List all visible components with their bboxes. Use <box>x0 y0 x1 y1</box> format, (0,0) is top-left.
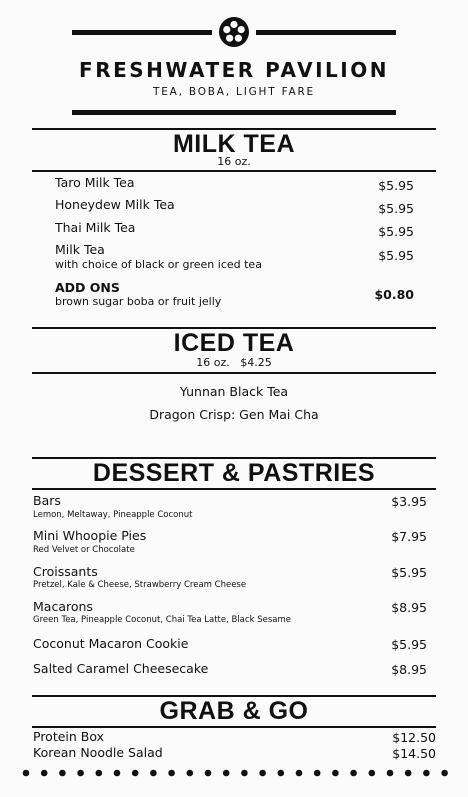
header-top-rule-right <box>256 30 396 35</box>
divider-dot <box>41 770 48 777</box>
divider-dot <box>259 770 266 777</box>
divider-dot <box>96 770 103 777</box>
restaurant-tagline: TEA, BOBA, LIGHT FARE <box>153 86 315 98</box>
section-title-dessert: DESSERT & PASTRIES <box>92 459 376 487</box>
divider-dot <box>59 770 66 777</box>
menu-item-price: $8.95 <box>391 662 427 677</box>
divider-dot <box>132 770 139 777</box>
menu-item-name: Thai Milk Tea <box>55 220 136 235</box>
addons-price: $0.80 <box>374 287 414 302</box>
divider-dot <box>114 770 121 777</box>
menu-item-price: $14.50 <box>392 746 436 761</box>
restaurant-name: FRESHWATER PAVILION <box>79 58 389 82</box>
section-title-milk-tea: MILK TEA <box>172 130 296 158</box>
menu-item-price: $7.95 <box>391 529 427 544</box>
menu-item-price: $5.95 <box>378 201 414 216</box>
divider-dot <box>223 770 230 777</box>
menu-item-price: $5.95 <box>391 637 427 652</box>
divider-dot <box>278 770 285 777</box>
divider-dot <box>168 770 175 777</box>
iced-tea-item: Dragon Crisp: Gen Mai Cha <box>149 407 319 422</box>
section-rule <box>32 726 436 728</box>
divider-dot <box>405 770 412 777</box>
section-title-iced-tea: ICED TEA <box>173 329 295 357</box>
divider-dot <box>296 770 303 777</box>
header-top-rule-left <box>72 30 212 35</box>
section-title-grab-go: GRAB & GO <box>159 697 309 725</box>
menu-item-price: $3.95 <box>391 494 427 509</box>
iced-tea-size-price: 16 oz. $4.25 <box>196 356 272 369</box>
divider-dot <box>23 770 30 777</box>
menu-item-description: Lemon, Meltaway, Pineapple Coconut <box>33 510 193 520</box>
menu-item-price: $5.95 <box>378 248 414 263</box>
menu-item-name: Macarons <box>33 599 93 614</box>
addons-label: ADD ONS <box>55 280 120 295</box>
menu-item-price: $5.95 <box>378 178 414 193</box>
divider-dot <box>150 770 157 777</box>
menu-item-description: Red Velvet or Chocolate <box>33 545 135 555</box>
menu-item-price: $5.95 <box>378 224 414 239</box>
menu-item-name: Salted Caramel Cheesecake <box>33 661 209 676</box>
divider-dot <box>332 770 339 777</box>
divider-dot <box>387 770 394 777</box>
divider-dot <box>423 770 430 777</box>
iced-tea-item: Yunnan Black Tea <box>179 384 289 399</box>
menu-item-price: $12.50 <box>392 730 436 745</box>
menu-item-name: Coconut Macaron Cookie <box>33 636 189 651</box>
menu-item-price: $8.95 <box>391 600 427 615</box>
divider-dot <box>441 770 448 777</box>
section-rule <box>32 372 436 374</box>
menu-item-name: Croissants <box>33 564 98 579</box>
menu-item-name: Protein Box <box>33 729 105 744</box>
dotted-divider <box>22 768 452 778</box>
menu-item-name: Taro Milk Tea <box>55 175 135 190</box>
addons-description: brown sugar boba or fruit jelly <box>55 295 222 308</box>
divider-dot <box>369 770 376 777</box>
divider-dot <box>314 770 321 777</box>
menu-item-name: Korean Noodle Salad <box>33 745 163 760</box>
milk-tea-size: 16 oz. <box>217 155 251 168</box>
menu-item-name: Bars <box>33 493 61 508</box>
divider-dot <box>77 770 84 777</box>
menu-item-price: $5.95 <box>391 565 427 580</box>
divider-dot <box>241 770 248 777</box>
divider-dot <box>350 770 357 777</box>
menu-item-name: Mini Whoopie Pies <box>33 528 147 543</box>
section-rule <box>32 488 436 490</box>
header-bottom-rule <box>72 110 396 115</box>
divider-dot <box>187 770 194 777</box>
divider-dot <box>205 770 212 777</box>
menu-item-description: Green Tea, Pineapple Coconut, Chai Tea Latte, Black Sesame <box>33 615 291 625</box>
menu-item-name: Milk Tea <box>55 242 105 257</box>
floral-logo-icon <box>218 16 250 48</box>
section-rule <box>32 170 436 172</box>
menu-item-description: Pretzel, Kale & Cheese, Strawberry Cream Cheese <box>33 580 247 590</box>
menu-item-name: Honeydew Milk Tea <box>55 197 175 212</box>
menu-item-description: with choice of black or green iced tea <box>55 258 262 271</box>
